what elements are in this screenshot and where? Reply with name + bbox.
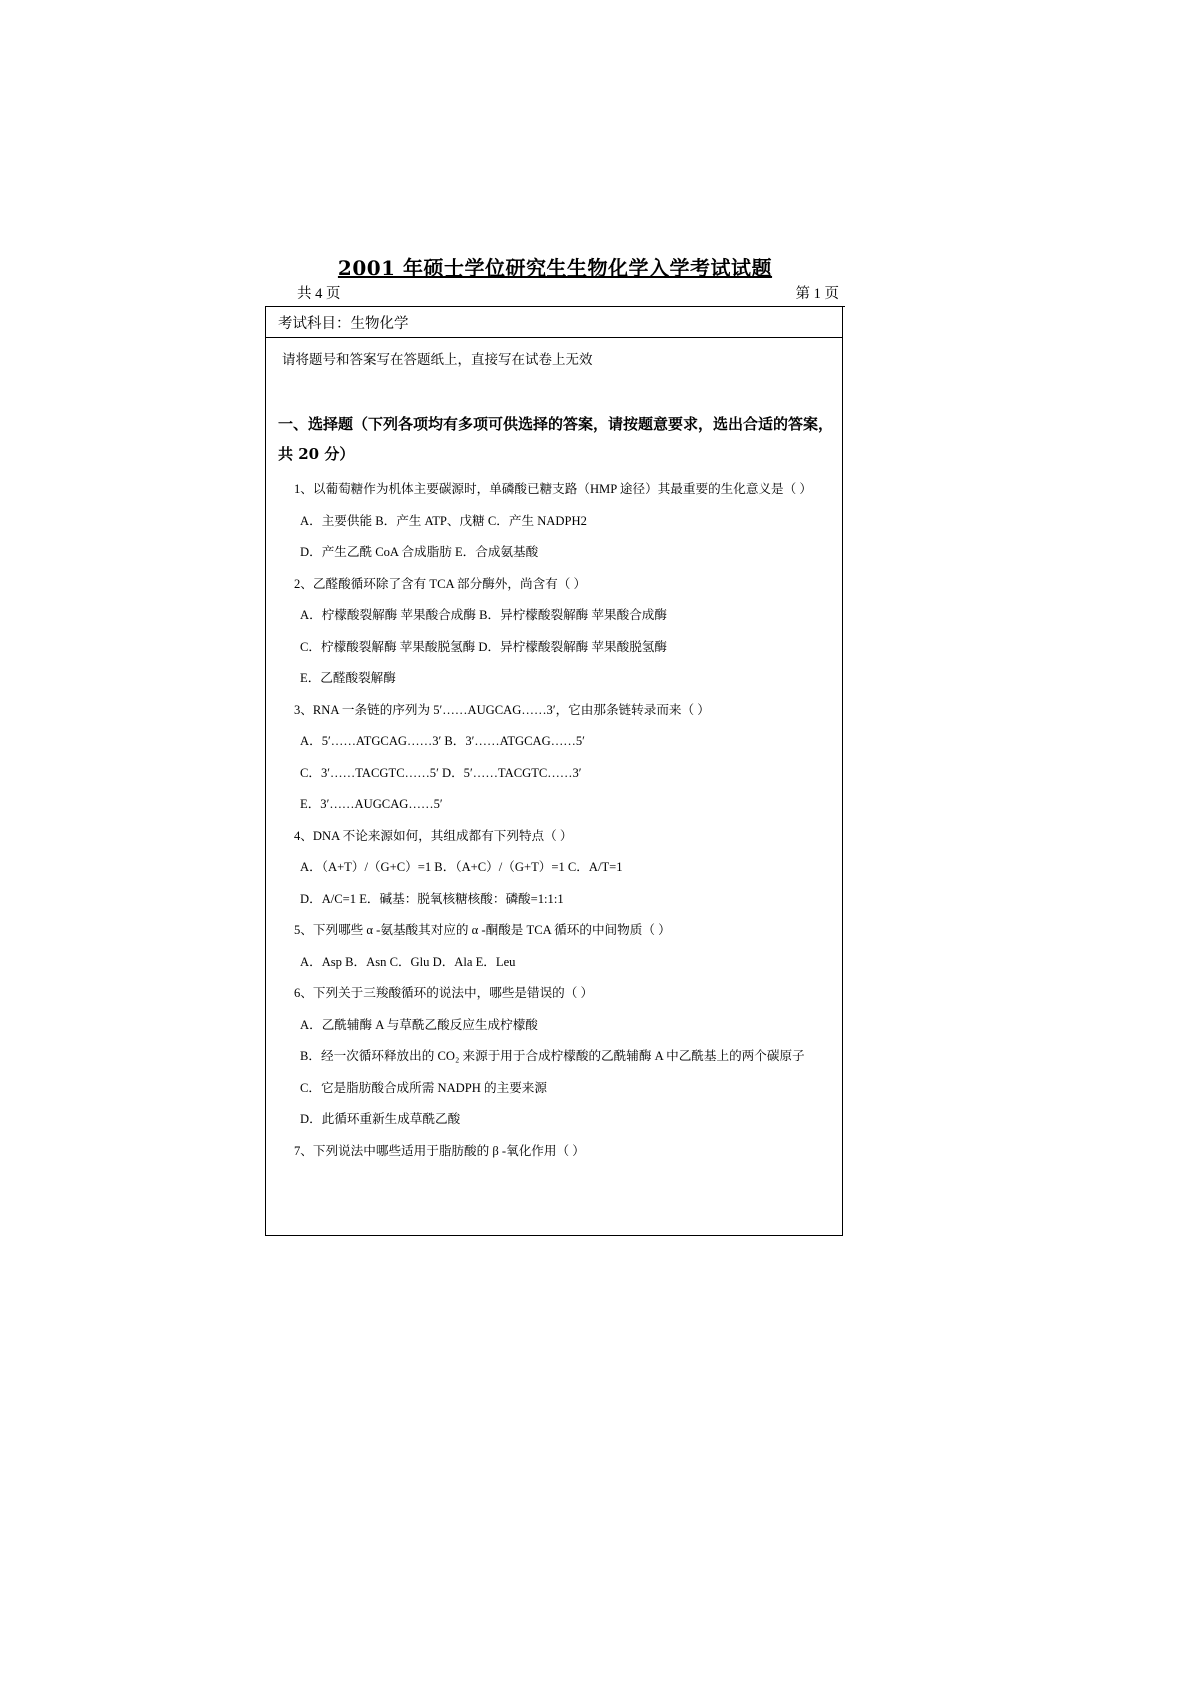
page-meta [265,282,845,307]
subject-row [266,306,842,338]
page-title: 2001 年硕士学位研究生生物化学入学考试试题 [337,256,773,280]
page-total: 共 4 页 [297,286,341,302]
question-option: D．此循环重新生成草酰乙酸 [300,1112,461,1126]
question-option: B．经一次循环释放出的 CO₂ 来源于用于合成柠檬酸的乙酰辅酶 A 中乙酰基上的两个碳原子 [300,1049,805,1063]
question-stem: 5、下列哪些 α -氨基酸其对应的 α -酮酸是 TCA 循环的中间物质（ ） [294,923,671,937]
subject-label: 考试科目：生物化学 [278,316,409,332]
question-option: A．5′……ATGCAG……3′ B．3′……ATGCAG……5′ [300,734,585,748]
question-option: C．柠檬酸裂解酶 苹果酸脱氢酶 D．异柠檬酸裂解酶 苹果酸脱氢酶 [300,639,667,654]
question-list [278,474,838,1167]
question-stem: 1、以葡萄糖作为机体主要碳源时，单磷酸已糖支路（HMP 途径）其最重要的生化意义是（ ） [294,482,812,496]
question-stem: 7、下列说法中哪些适用于脂肪酸的 β -氧化作用（ ） [294,1143,585,1158]
question-option: E．3′……AUGCAG……5′ [300,797,443,811]
question-stem: 4、DNA 不论来源如何，其组成都有下列特点（ ） [294,828,573,843]
question-option: C．3′……TACGTC……5′ D．5′……TACGTC……3′ [300,765,582,780]
question-option: A．柠檬酸裂解酶 苹果酸合成酶 B．异柠檬酸裂解酶 苹果酸合成酶 [300,608,667,622]
question-stem: 2、乙醛酸循环除了含有 TCA 部分酶外，尚含有（ ） [294,576,587,591]
question-stem: 6、下列关于三羧酸循环的说法中，哪些是错误的（ ） [294,986,594,1000]
question-option: A．乙酰辅酶 A 与草酰乙酸反应生成柠檬酸 [300,1017,538,1032]
notice-text: 请将题号和答案写在答题纸上，直接写在试卷上无效 [282,352,593,367]
question-option: A．Asp B．Asn C．Glu D．Ala E．Leu [300,954,516,969]
page-number: 第 1 页 [795,286,839,302]
question-option: D．A/C=1 E．碱基：脱氧核糖核酸：磷酸=1:1:1 [300,891,564,906]
question-option: D．产生乙酰 CoA 合成脂肪 E．合成氨基酸 [300,545,539,559]
question-option: C．它是脂肪酸合成所需 NADPH 的主要来源 [300,1080,547,1095]
question-option: A．主要供能 B．产生 ATP、戊糖 C．产生 NADPH2 [300,513,587,528]
question-option: E．乙醛酸裂解酶 [300,671,396,685]
question-option: A．（A+T）/（G+C）=1 B．（A+C）/（G+T）=1 C．A/T=1 [300,860,623,874]
question-stem: 3、RNA 一条链的序列为 5′……AUGCAG……3′，它由那条链转录而来（ ） [294,702,710,717]
section-heading: 一、选择题（下列各项均有多项可供选择的答案，请按题意要求，选出合适的答案，共 20 分） [278,415,834,463]
exam-frame [265,306,843,1236]
